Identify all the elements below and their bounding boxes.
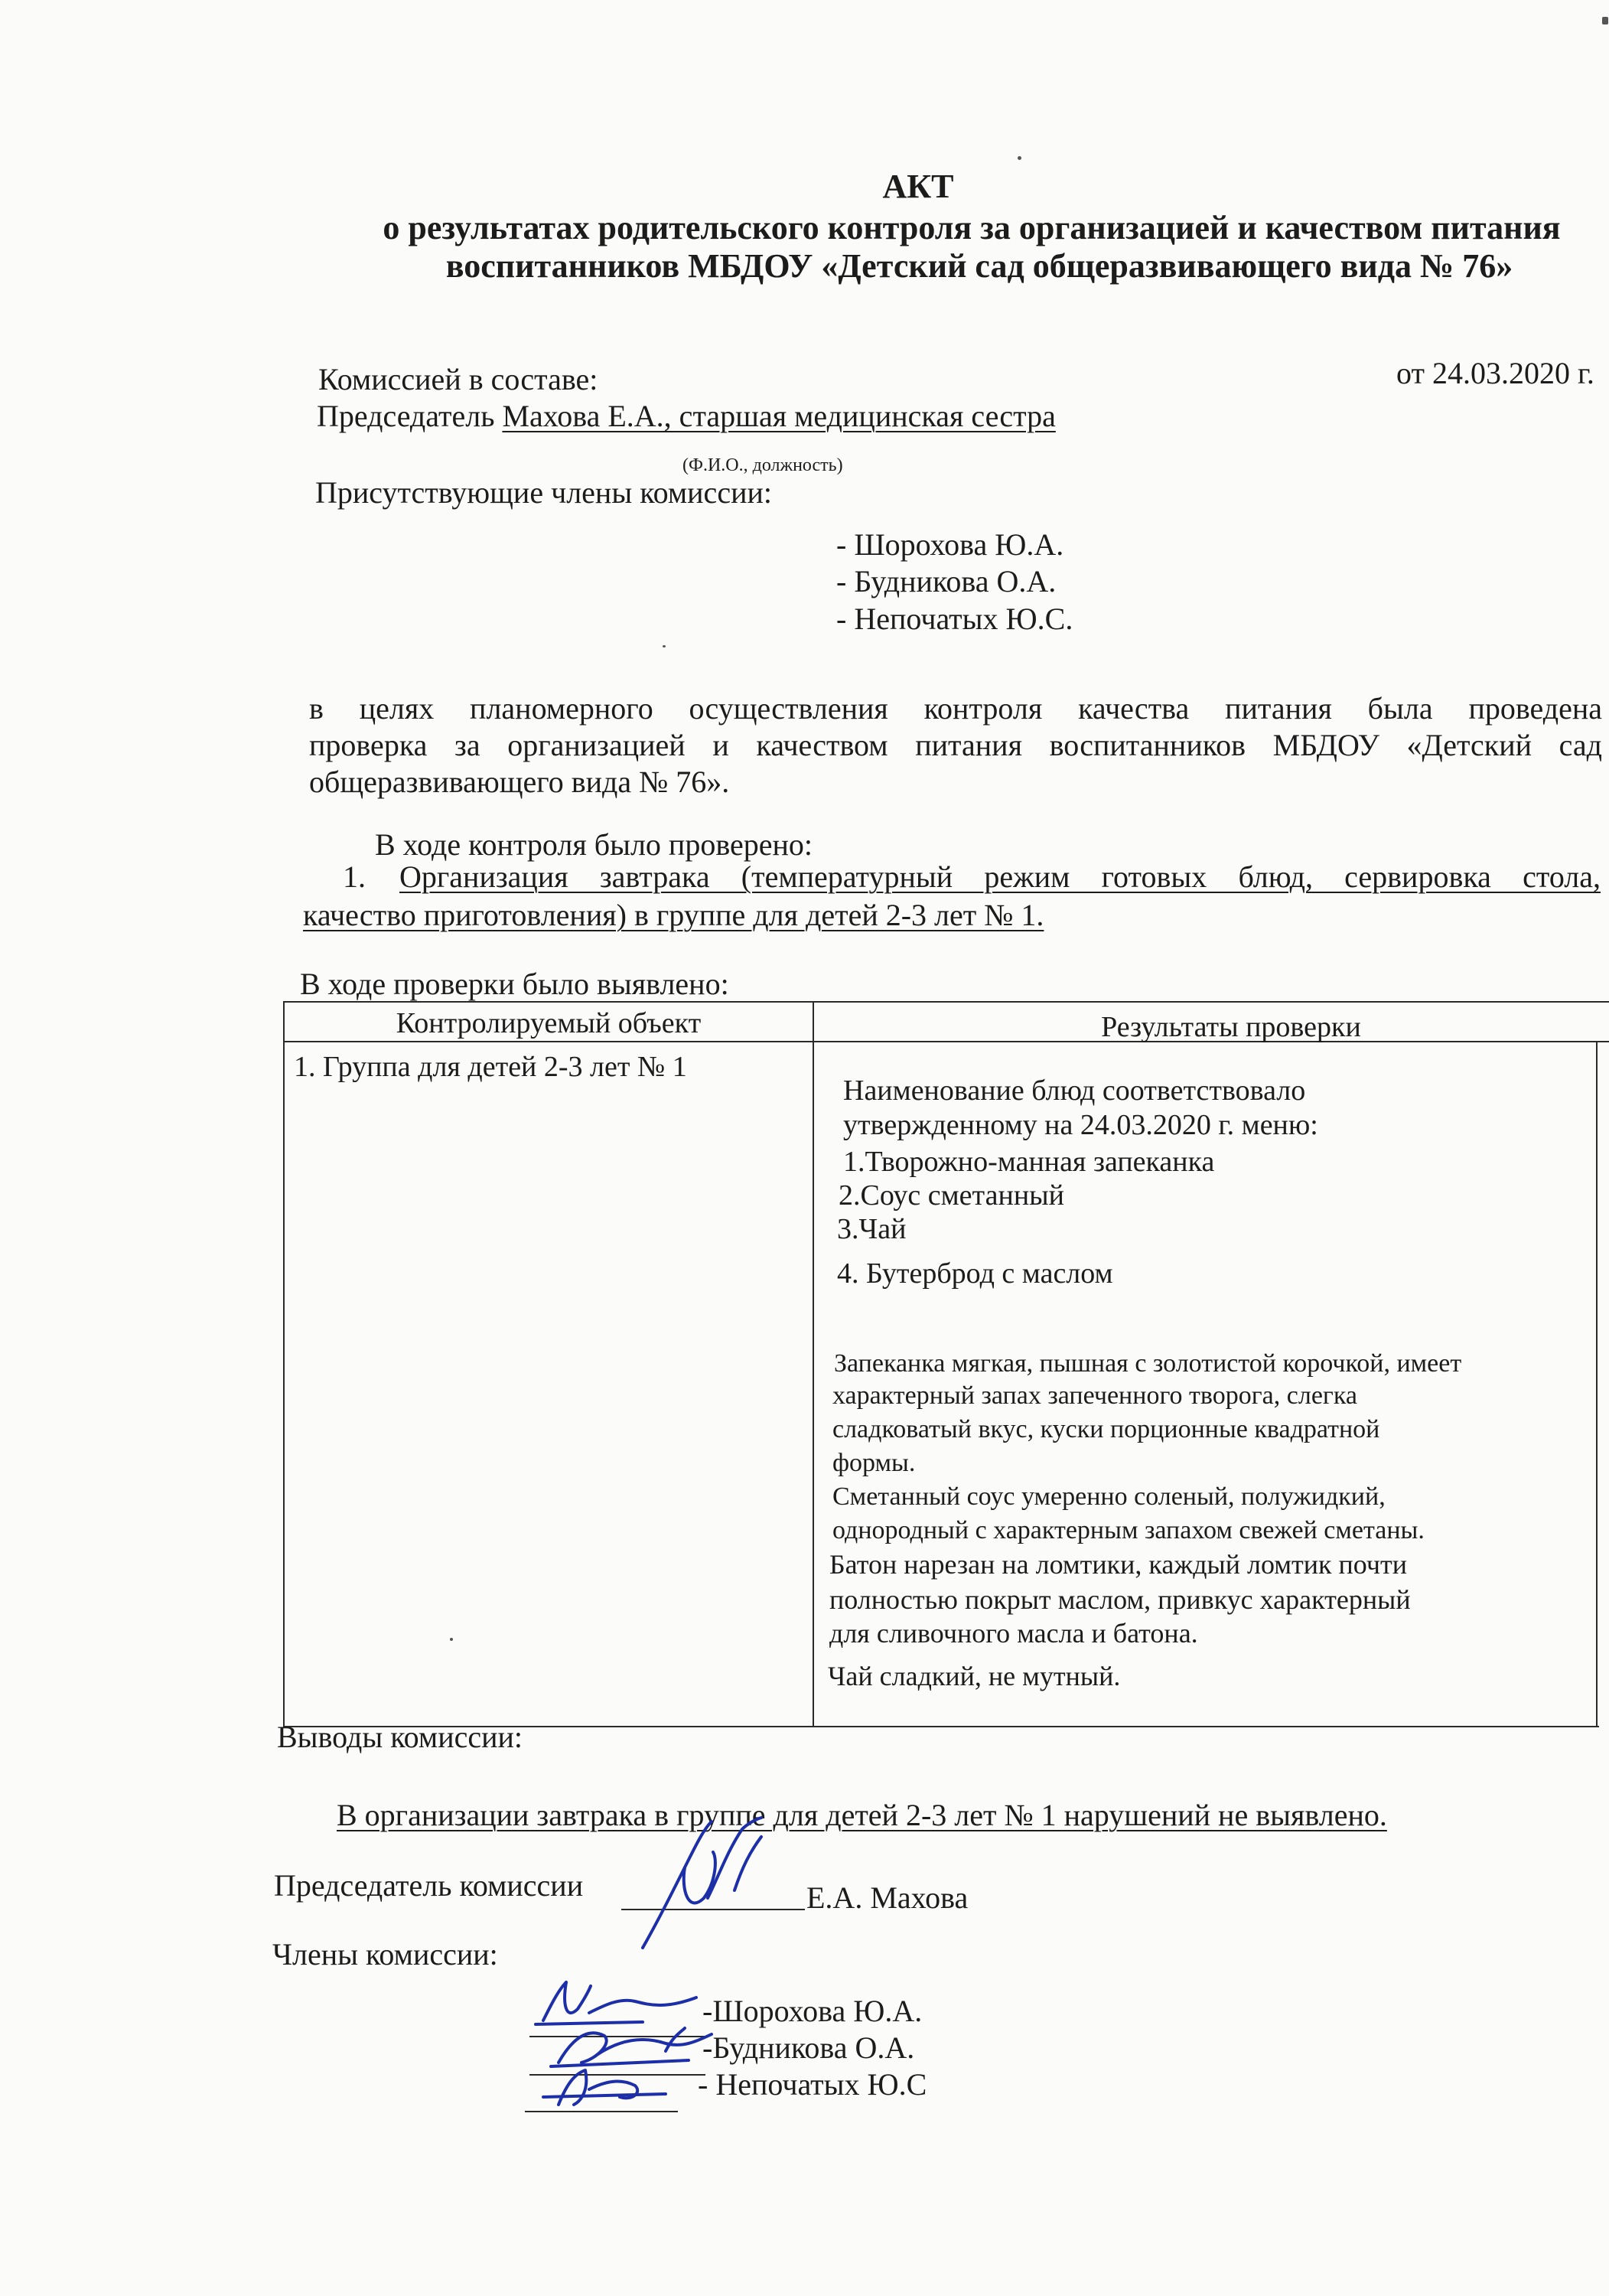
member-item: - Шорохова Ю.А. — [836, 527, 1064, 562]
menu-item: 1.Творожно-манная запеканка — [843, 1146, 1215, 1178]
conclusions-label: Выводы комиссии: — [277, 1720, 523, 1754]
description-line: Сметанный соус умеренно соленый, полужидкий, — [832, 1482, 1386, 1511]
signature-chair-label: Председатель комиссии — [274, 1868, 584, 1903]
description-line: для сливочного масла и батона. — [829, 1618, 1198, 1649]
chair-signature — [627, 1806, 780, 1959]
scan-speck — [1602, 17, 1608, 24]
table-header-object: Контролируемый объект — [396, 1007, 702, 1039]
member-item: - Будникова О.А. — [836, 564, 1057, 598]
findings-intro: В ходе проверки было выявлено: — [300, 967, 729, 1001]
description-line: однородный с характерным запахом свежей сметаны. — [832, 1516, 1425, 1544]
members-label: Присутствующие члены комиссии: — [315, 475, 772, 510]
menu-item: 2.Соус сметанный — [839, 1179, 1065, 1212]
signature-member-name: -Шорохова Ю.А. — [702, 1994, 923, 2028]
description-line: полностью покрыт маслом, привкус характерный — [829, 1584, 1411, 1615]
description-line: Батон нарезан на ломтики, каждый ломтик почти — [829, 1549, 1407, 1580]
signature-member-name: -Будникова О.А. — [702, 2030, 915, 2065]
description-line: формы. — [832, 1449, 916, 1477]
checked-intro: В ходе контроля было проверено: — [375, 827, 813, 862]
scan-speck — [663, 645, 666, 647]
conclusions-text: В организации завтрака в группе для детей 2-3 лет № 1 нарушений не выявлено. — [337, 1798, 1387, 1832]
document-subtitle-line-2: воспитанников МБДОУ «Детский сад общеразвивающего вида № 76» — [445, 247, 1513, 285]
scan-speck — [1018, 156, 1021, 160]
checked-item-line-2: качество приготовления) в группе для детей 2-3 лет № 1. — [303, 898, 1044, 932]
signature-members-label: Члены комиссии: — [272, 1937, 498, 1971]
chair-label: Председатель — [317, 399, 495, 433]
table-cell-object: 1. Группа для детей 2-3 лет № 1 — [294, 1051, 687, 1083]
purpose-line-2: проверка за организацией и качеством питания воспитанников МБДОУ «Детский сад — [309, 728, 1602, 762]
signature-chair-name: Е.А. Махова — [806, 1880, 969, 1915]
description-line: характерный запах запеченного творога, слегка — [832, 1381, 1357, 1410]
member-item: - Непочатых Ю.С. — [836, 602, 1073, 636]
commission-intro: Комиссией в составе: — [318, 362, 598, 396]
description-line: сладковатый вкус, куски порционные квадратной — [832, 1415, 1380, 1443]
purpose-line-3: общеразвивающего вида № 76». — [309, 765, 730, 799]
member-signature-3 — [543, 2059, 696, 2120]
results-intro-line-1: Наименование блюд соответствовало — [843, 1075, 1306, 1107]
act-date: от 24.03.2020 г. — [1396, 356, 1594, 390]
menu-item: 3.Чай — [837, 1213, 907, 1245]
purpose-line-1: в целях планомерного осуществления контроля качества питания была проведена — [309, 691, 1602, 726]
chair-line — [317, 398, 1056, 434]
document-subtitle-line-1: о результатах родительского контроля за организацией и качеством питания — [383, 209, 1561, 246]
chair-hint: (Ф.И.О., должность) — [682, 455, 843, 475]
description-line: Запеканка мягкая, пышная с золотистой корочкой, имеет — [834, 1349, 1462, 1378]
table-header-results: Результаты проверки — [1101, 1011, 1361, 1043]
scan-speck — [450, 1638, 453, 1641]
document-title: АКТ — [882, 168, 954, 205]
checked-item-line-1: Организация завтрака (температурный режим готовых блюд, сервировка стола, — [399, 859, 1601, 894]
description-line: Чай сладкий, не мутный. — [828, 1661, 1121, 1691]
signature-member-name: - Непочатых Ю.С — [698, 2067, 927, 2102]
results-intro-line-2: утвержденному на 24.03.2020 г. меню: — [843, 1109, 1318, 1141]
chair-value: Махова Е.А., старшая медицинская сестра — [502, 399, 1056, 433]
menu-item: 4. Бутерброд с маслом — [837, 1257, 1113, 1290]
checked-item-number: 1. — [343, 859, 366, 894]
